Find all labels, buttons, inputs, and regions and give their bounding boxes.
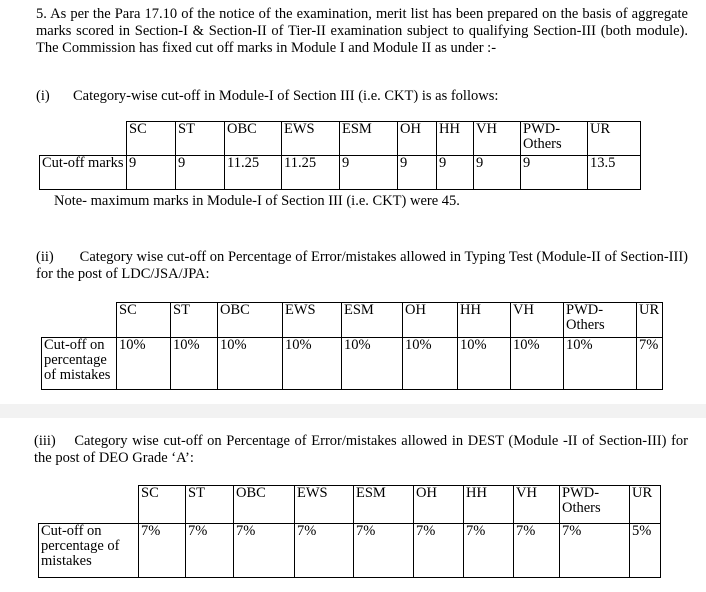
value-pwd-others: 9 [521,156,588,190]
value-obc: 11.25 [225,156,282,190]
header-ur: UR [588,122,641,156]
value-sc: 10% [117,338,171,390]
value-pwd-others: 7% [560,524,630,578]
table-row [40,156,641,190]
header-esm: ESM [354,486,414,524]
header-obc: OBC [234,486,295,524]
header-esm: ESM [342,303,403,338]
value-pwd-others: 10% [564,338,637,390]
value-oh: 10% [403,338,458,390]
header-oh: OH [414,486,464,524]
value-st: 7% [186,524,234,578]
header-vh: VH [514,486,560,524]
header-obc: OBC [225,122,282,156]
header-esm: ESM [340,122,398,156]
value-sc: 7% [139,524,186,578]
value-ews: 7% [295,524,354,578]
row-label: Cut-off on percentage of mistakes [42,338,117,390]
value-hh: 10% [458,338,511,390]
cutoff-table-module-1 [39,121,641,190]
row-label: Cut-off on percentage of mistakes [39,524,139,578]
header-st: ST [171,303,218,338]
header-ews: EWS [295,486,354,524]
header-st: ST [176,122,225,156]
header-sc: SC [127,122,176,156]
header-st: ST [186,486,234,524]
header-empty-cell [40,122,127,156]
value-vh: 10% [511,338,564,390]
header-empty-cell [39,486,139,524]
cutoff-table-typing-test [41,302,663,390]
section-1-note: Note- maximum marks in Module-I of Section III (i.e. CKT) were 45. [54,193,460,209]
header-oh: OH [398,122,437,156]
table-header-row [39,486,661,524]
value-ews: 11.25 [282,156,340,190]
header-sc: SC [117,303,171,338]
value-ews: 10% [283,338,342,390]
value-st: 10% [171,338,218,390]
table-row [42,338,663,390]
value-oh: 7% [414,524,464,578]
value-esm: 9 [340,156,398,190]
section-divider [0,404,706,418]
value-obc: 10% [218,338,283,390]
table-header-row [40,122,641,156]
value-ur: 5% [630,524,661,578]
value-oh: 9 [398,156,437,190]
header-empty-cell [42,303,117,338]
value-sc: 9 [127,156,176,190]
header-pwd-others: PWD-Others [560,486,630,524]
value-st: 9 [176,156,225,190]
value-vh: 7% [514,524,560,578]
value-hh: 9 [437,156,474,190]
header-hh: HH [458,303,511,338]
value-ur: 7% [637,338,663,390]
row-label: Cut-off marks [40,156,127,190]
value-hh: 7% [464,524,514,578]
value-esm: 7% [354,524,414,578]
header-ur: UR [630,486,661,524]
table-row [39,524,661,578]
header-vh: VH [474,122,521,156]
value-ur: 13.5 [588,156,641,190]
section-1-number: (i) [36,88,50,104]
header-ews: EWS [282,122,340,156]
section-2-heading: (ii) Category wise cut-off on Percentage of Error/mistakes allowed in Typing Test (Module-II of Section-III) for the post of LDC/JSA/JPA: [36,249,688,282]
header-pwd-others: PWD-Others [564,303,637,338]
value-esm: 10% [342,338,403,390]
section-3-heading: (iii) Category wise cut-off on Percentage of Error/mistakes allowed in DEST (Module -II of Section-III) for the post of DEO Grade ‘A’: [34,433,688,466]
header-vh: VH [511,303,564,338]
table-header-row [42,303,663,338]
header-ews: EWS [283,303,342,338]
header-hh: HH [437,122,474,156]
intro-paragraph: 5. As per the Para 17.10 of the notice of the examination, merit list has been prepared on the basis of aggregate marks scored in Section-I & Section-II of Tier-II examination subject to qualifying Section-III (both module). The Commission has fixed cut off marks in Module I and Module II as under :- [36,6,688,56]
header-hh: HH [464,486,514,524]
value-vh: 9 [474,156,521,190]
header-ur: UR [637,303,663,338]
cutoff-table-dest [38,485,661,578]
header-pwd-others: PWD-Others [521,122,588,156]
header-obc: OBC [218,303,283,338]
value-obc: 7% [234,524,295,578]
section-1-title: Category-wise cut-off in Module-I of Section III (i.e. CKT) is as follows: [73,88,499,104]
header-sc: SC [139,486,186,524]
header-oh: OH [403,303,458,338]
